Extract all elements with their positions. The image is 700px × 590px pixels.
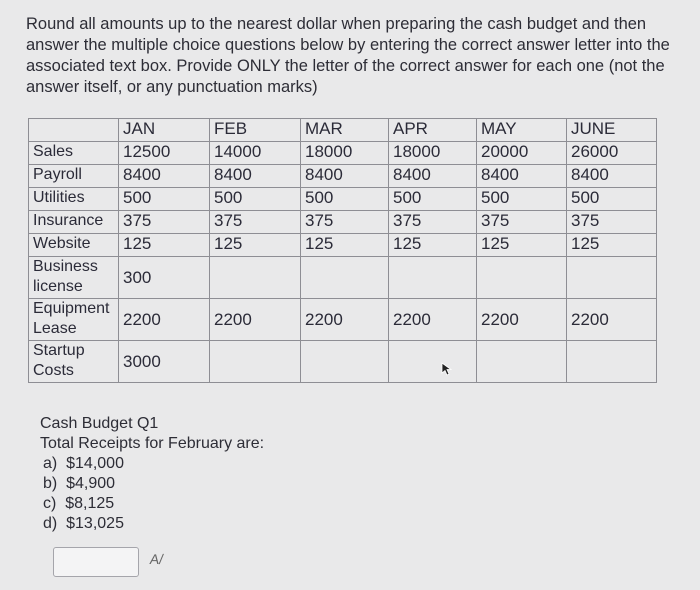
cell: 375 xyxy=(567,211,657,234)
cell: 375 xyxy=(477,211,567,234)
option-text: $4,900 xyxy=(66,475,116,492)
cell xyxy=(389,341,477,383)
header-cell-june: JUNE xyxy=(567,119,657,142)
option-letter: d) xyxy=(43,515,58,532)
cell: 500 xyxy=(389,188,477,211)
option-text: $14,000 xyxy=(66,455,124,472)
cell: 500 xyxy=(477,188,567,211)
cell: 2200 xyxy=(389,299,477,341)
cell xyxy=(301,341,389,383)
row-label: Utilities xyxy=(29,188,119,211)
mouse-cursor-icon xyxy=(441,362,453,376)
option-a xyxy=(40,454,264,474)
cell xyxy=(210,341,301,383)
option-letter: c) xyxy=(43,495,57,512)
cell: 8400 xyxy=(389,165,477,188)
cell: 20000 xyxy=(477,142,567,165)
cell: 8400 xyxy=(210,165,301,188)
header-cell-mar: MAR xyxy=(301,119,389,142)
header-cell-may: MAY xyxy=(477,119,567,142)
cell: 500 xyxy=(210,188,301,211)
cell: 375 xyxy=(119,211,210,234)
row-label: Equipment Lease xyxy=(29,299,119,341)
cell: 8400 xyxy=(567,165,657,188)
table-row-payroll xyxy=(29,165,657,188)
row-label: Sales xyxy=(29,142,119,165)
cell: 500 xyxy=(301,188,389,211)
cell: 375 xyxy=(301,211,389,234)
cell: 125 xyxy=(210,234,301,257)
cell: 500 xyxy=(119,188,210,211)
cell: 12500 xyxy=(119,142,210,165)
cell xyxy=(477,257,567,299)
cell: 8400 xyxy=(477,165,567,188)
cell: 2200 xyxy=(119,299,210,341)
cell: 8400 xyxy=(301,165,389,188)
cell: 18000 xyxy=(389,142,477,165)
row-label: Insurance xyxy=(29,211,119,234)
cell: 2200 xyxy=(301,299,389,341)
question-title: Cash Budget Q1 xyxy=(40,415,159,432)
option-text: $8,125 xyxy=(65,495,115,512)
cell: 2200 xyxy=(567,299,657,341)
option-b xyxy=(40,474,264,494)
option-d xyxy=(40,514,264,534)
table-row-utilities xyxy=(29,188,657,211)
row-label: Startup Costs xyxy=(29,341,119,383)
cell xyxy=(389,257,477,299)
option-text: $13,025 xyxy=(66,515,124,532)
table-header-row xyxy=(29,119,657,142)
cell: 375 xyxy=(210,211,301,234)
cell: 2200 xyxy=(477,299,567,341)
row-label: Business license xyxy=(29,257,119,299)
spell-check-icon[interactable]: A/ xyxy=(148,551,165,567)
cell: 125 xyxy=(567,234,657,257)
header-cell-jan: JAN xyxy=(119,119,210,142)
cell: 125 xyxy=(477,234,567,257)
cell: 18000 xyxy=(301,142,389,165)
option-letter: b) xyxy=(43,475,58,492)
cash-budget-table xyxy=(28,118,657,383)
instructions-text: Round all amounts up to the nearest dollar when preparing the cash budget and then answer the multiple choice questions below by entering the correct answer letter into the associated text box. Provide ONLY the letter of the correct answer for each one (not the answer itself, or any punctuation marks) xyxy=(26,15,670,96)
cell xyxy=(567,341,657,383)
cell: 375 xyxy=(389,211,477,234)
header-cell-feb: FEB xyxy=(210,119,301,142)
cell xyxy=(567,257,657,299)
cell: 300 xyxy=(119,257,210,299)
header-cell xyxy=(29,119,119,142)
cell: 500 xyxy=(567,188,657,211)
cell: 14000 xyxy=(210,142,301,165)
option-c xyxy=(40,494,264,514)
question-prompt: Total Receipts for February are: xyxy=(40,435,265,452)
cell xyxy=(210,257,301,299)
question-block xyxy=(40,414,264,534)
table-row-website xyxy=(29,234,657,257)
cell xyxy=(301,257,389,299)
table-row-startup-costs xyxy=(29,341,657,383)
table-row-equipment-lease xyxy=(29,299,657,341)
cell: 26000 xyxy=(567,142,657,165)
cell: 125 xyxy=(389,234,477,257)
answer-options xyxy=(40,454,264,534)
cell: 125 xyxy=(301,234,389,257)
table-row-insurance xyxy=(29,211,657,234)
cell xyxy=(477,341,567,383)
cell: 125 xyxy=(119,234,210,257)
table-row-business-license xyxy=(29,257,657,299)
cell: 3000 xyxy=(119,341,210,383)
answer-input[interactable] xyxy=(53,547,139,577)
header-cell-apr: APR xyxy=(389,119,477,142)
row-label: Website xyxy=(29,234,119,257)
table-row-sales xyxy=(29,142,657,165)
cell: 2200 xyxy=(210,299,301,341)
row-label: Payroll xyxy=(29,165,119,188)
option-letter: a) xyxy=(43,455,58,472)
cell: 8400 xyxy=(119,165,210,188)
